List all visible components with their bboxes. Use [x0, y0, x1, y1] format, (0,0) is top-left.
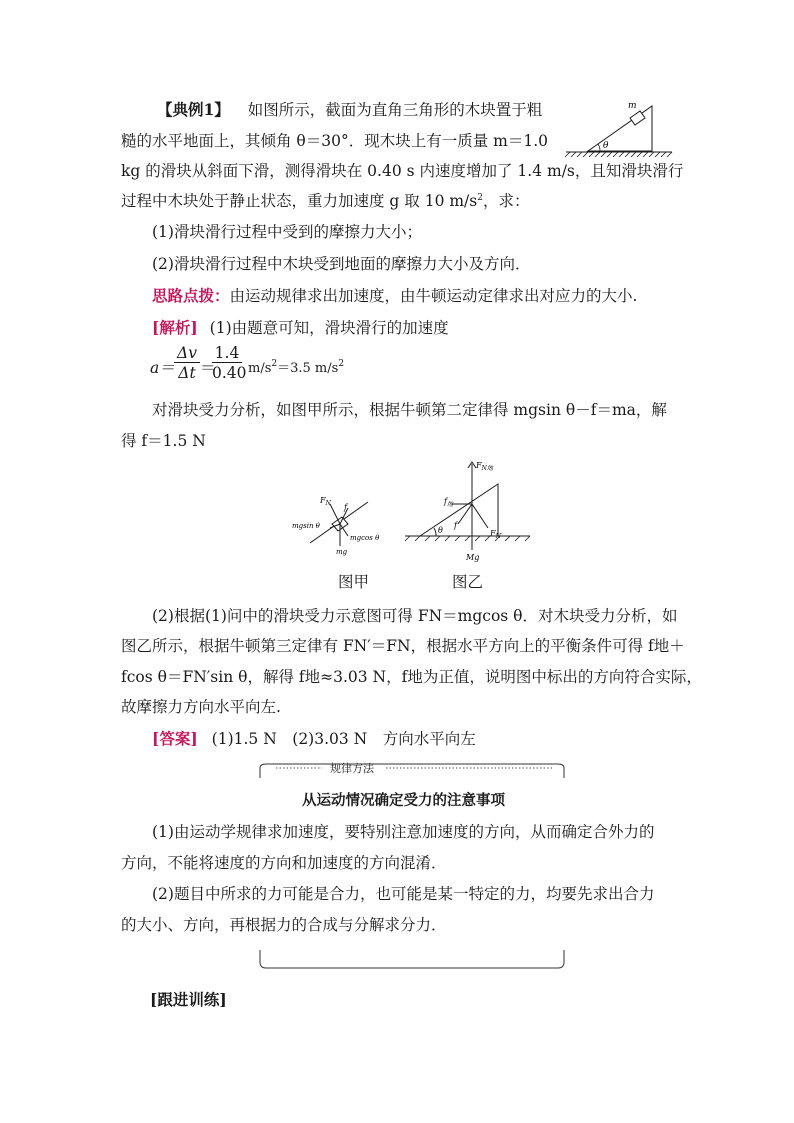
Mg-label: Mg: [466, 553, 480, 562]
example-line4-a: 过程中木块处于静止状态，重力加速度 g 取 10 m/s: [121, 192, 478, 210]
answer-line: [152, 727, 476, 749]
formula-result: ＝3.5 m/s: [277, 361, 339, 376]
mgsin-label: mgsin θ: [292, 522, 320, 530]
example-line4-b: ，求：: [482, 192, 530, 210]
analysis-p2-line2: 图乙所示，根据牛顿第三定律有 FN′＝FN，根据水平方向上的平衡条件可得 f地＋: [121, 637, 685, 655]
formula-eq: ＝: [200, 359, 216, 377]
example-line-1: [157, 98, 542, 120]
follow-label: [跟进训练]: [150, 990, 227, 1009]
method-banner: 规律方法: [330, 762, 374, 775]
hint-line: [152, 284, 637, 306]
incline-figure: [560, 96, 680, 158]
analysis-label: [解析]: [152, 318, 198, 337]
method-p1-line2: 方向，不能将速度的方向和加速度的方向混淆．: [121, 854, 447, 872]
formula-a: a＝: [150, 359, 175, 377]
answer-text: (1)1.5 N (2)3.03 N 方向水平向左: [211, 730, 476, 748]
example-line4-sup: 2: [477, 193, 483, 203]
example-line-3: kg 的滑块从斜面下滑，测得滑块在 0.40 s 内速度增加了 1.4 m/s，且知滑块滑行: [121, 162, 684, 180]
formula-unit-text: m/s: [248, 361, 272, 376]
answer-label: [答案]: [152, 729, 198, 748]
caption-jia: 图甲: [338, 573, 370, 591]
figure-jia: [290, 488, 390, 560]
angle-label: θ: [603, 141, 609, 151]
analysis-p1-line1: 对滑块受力分析，如图甲所示，根据牛顿第二定律得 mgsin θ－f＝ma，解: [152, 401, 667, 419]
mass-label: m: [628, 101, 637, 111]
f-label-jia: f: [344, 503, 347, 512]
method-p2-line1: (2)题目中所求的力可能是合力，也可能是某一特定的力，均要先求出合力: [152, 885, 655, 903]
question-2: (2)滑块滑行过程中木块受到地面的摩擦力大小及方向．: [152, 255, 531, 273]
hint-label: 思路点拨：: [152, 286, 230, 305]
mg-label: mg: [336, 548, 348, 556]
theta-label-yi: θ: [438, 526, 443, 535]
method-p1-line1: (1)由运动学规律求加速度，要特别注意加速度的方向，从而确定合外力的: [152, 823, 655, 841]
f-label-yi: f: [454, 521, 457, 530]
question-1: (1)滑块滑行过程中受到的摩擦力大小；: [152, 223, 422, 241]
formula-unit: [248, 357, 344, 376]
fraction-2: [212, 344, 247, 383]
method-title: 从运动情况确定受力的注意事项: [302, 792, 505, 809]
analysis-p2-line4: 故摩擦力方向水平向左.: [121, 698, 281, 716]
example-line-2: 糙的水平地面上，其倾角 θ＝30°．现木块上有一质量 m＝1.0: [121, 132, 549, 150]
fraction-1: [174, 344, 200, 383]
example-line-4: [121, 189, 529, 211]
fnp-label: $F_{N'}$: [490, 529, 503, 540]
hint-text: 由运动规律求出加速度，由牛顿运动定律求出对应力的大小.: [229, 287, 638, 305]
formula-result-sup: 2: [338, 359, 345, 369]
fraction-2-num: 1.4: [214, 344, 240, 362]
method-p2-line2: 的大小、方向，再根据力的合成与分解求分力．: [121, 916, 447, 934]
analysis-intro: (1)由题意可知，滑块滑行的加速度: [209, 319, 449, 337]
analysis-intro-line: [152, 316, 449, 338]
fraction-2-den: 0.40: [212, 364, 247, 382]
fraction-1-num: Δv: [177, 344, 197, 362]
fn-ground-label: $F_{N地}$: [476, 461, 493, 472]
f-ground-label: $f_地$: [444, 497, 453, 508]
formula-unit-sup: 2: [271, 359, 278, 369]
example-line1-text: 如图所示，截面为直角三角形的木块置于粗: [247, 101, 543, 119]
mgcos-label: mgcos θ: [350, 534, 380, 542]
example-tag: 【典例1】: [157, 100, 230, 119]
analysis-p2-line3: fcos θ＝FN′sin θ，解得 f地≈3.03 N，f地为正值，说明图中标出的方向符合实际，: [121, 668, 702, 686]
caption-yi: 图乙: [452, 573, 484, 591]
figure-yi: [400, 456, 535, 564]
fraction-1-den: Δt: [174, 362, 200, 383]
analysis-p1-line2: 得 f＝1.5 N: [121, 432, 206, 450]
analysis-p2-line1: (2)根据(1)问中的滑块受力示意图可得 FN＝mgcos θ．对木块受力分析，如: [152, 607, 678, 625]
fn-label: $F_N$: [320, 496, 331, 507]
